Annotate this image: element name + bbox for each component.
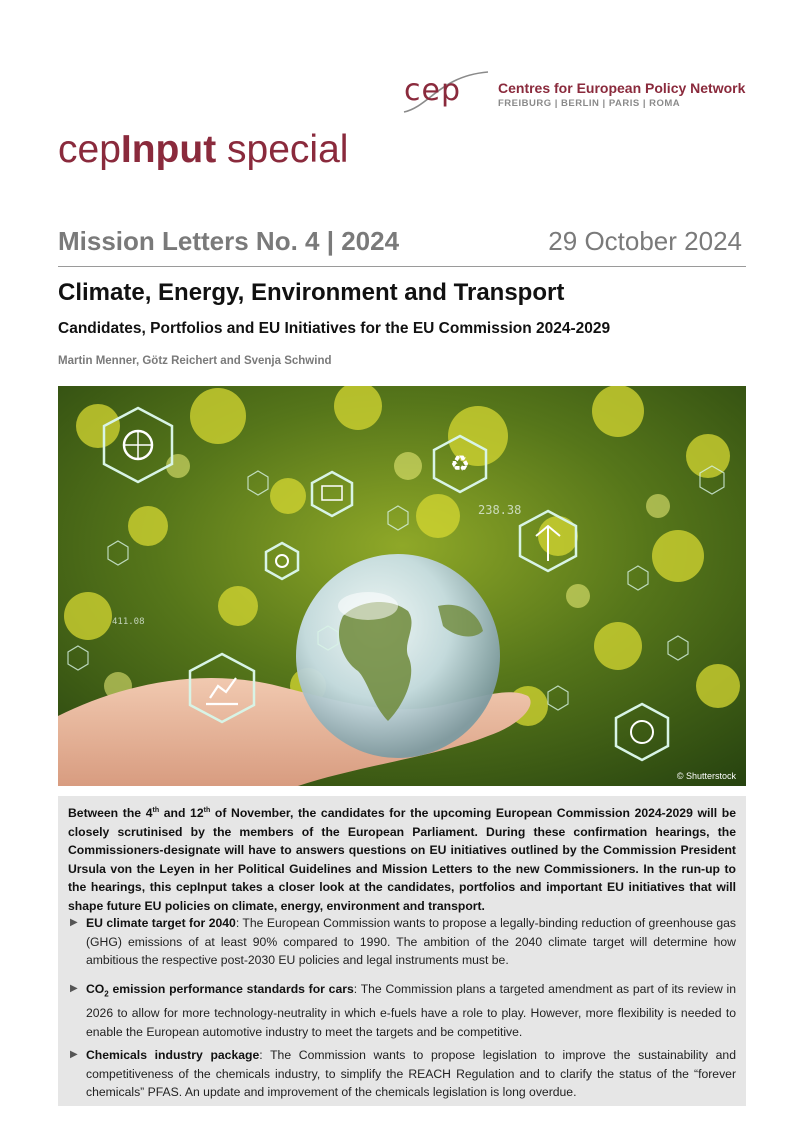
- bullet-climate-target: [70, 914, 736, 970]
- network-name: Centres for European Policy Network: [498, 80, 746, 96]
- cep-logo: cep: [404, 73, 461, 108]
- header-divider: [58, 266, 746, 267]
- bullet-co2-standards: [70, 980, 736, 1041]
- bullet-text: : The European Commission wants to propose a legally-binding reduction of greenhouse gas (GHG) emissions of at least 90% compared to 1990. The ambition of the 2040 climate target will determine how ambitious the respective post-2030 EU policies and legal instruments must be.: [86, 916, 737, 968]
- bullet-arrow-icon: ▶: [70, 917, 78, 928]
- network-cities: FREIBURG | BERLIN | PARIS | ROMA: [498, 98, 681, 109]
- bullet-arrow-icon: ▶: [70, 1049, 78, 1060]
- document-subtitle: Candidates, Portfolios and EU Initiatives for the EU Commission 2024-2029: [58, 320, 611, 337]
- brand-bold: Input: [120, 128, 217, 171]
- bullet-chemicals-package: [70, 1046, 736, 1102]
- summary-intro: Between the 4th and 12th of November, the candidates for the upcoming European Commission 2024-2029 will be closely scrutinised by the members of the European Parliament. During these confirmation hearings, the Commissioners-designate will have to answers questions on EU initiatives outlined by the Commission President Ursula von the Leyen in her Political Guidelines and Mission Letters to the new Commissioners. In the run-up to the hearings, this cepInput takes a closer look at the candidates, portfolios and important EU initiatives that will shape future EU policies on climate, energy, environment and transport.: [68, 806, 737, 914]
- series-label: Mission Letters No. 4 | 2024: [58, 226, 400, 256]
- document-title: Climate, Energy, Environment and Transport: [58, 279, 565, 306]
- authors: Martin Menner, Götz Reichert and Svenja Schwind: [58, 355, 332, 367]
- bullet-arrow-icon: ▶: [70, 983, 78, 994]
- image-credit: © Shutterstock: [676, 771, 736, 781]
- brand-suffix: special: [216, 128, 349, 171]
- brand-prefix: cep: [58, 128, 121, 171]
- bullet-heading: $CO_2$ emission performance standards for cars: [86, 982, 354, 999]
- cover-illustration: [58, 386, 746, 786]
- cover-image: [58, 386, 746, 786]
- overlay-number-1: 238.38: [478, 503, 522, 517]
- summary-box: [58, 796, 746, 1106]
- bullet-heading: EU climate target for 2040: [86, 916, 236, 930]
- bullet-heading: Chemicals industry package: [86, 1048, 260, 1062]
- overlay-number-2: 411.08: [112, 617, 145, 627]
- svg-text:♻: ♻: [450, 452, 470, 477]
- publication-date: 29 October 2024: [548, 226, 742, 256]
- publication-brand: [58, 128, 348, 172]
- bullet-text: : The Commission plans a targeted amendment as part of its review in 2026 to allow for more technology-neutrality in which e-fuels have a role to play. However, more flexibility is needed to enable the European automotive industry to meet the targets and be competitive.: [86, 982, 736, 1039]
- bullet-text: : The Commission wants to propose legislation to improve the sustainability and competitiveness of the chemicals industry, to simplify the REACH Regulation and to clarify the status of the “forever chemicals” PFAS. An update and improvement of the chemicals legislation is long overdue.: [86, 1048, 736, 1100]
